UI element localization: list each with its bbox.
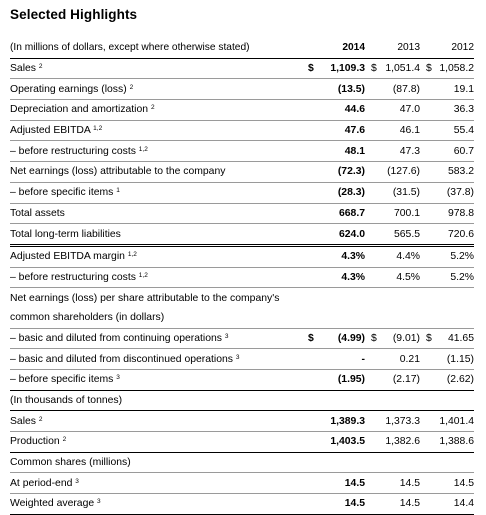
row-common-shares-heading	[10, 452, 474, 473]
page-title: Selected Highlights	[10, 7, 138, 22]
value-2013: 1,051.4	[385, 63, 420, 75]
footnote-ref: 1	[116, 187, 120, 195]
value-2013: 565.5	[365, 224, 420, 246]
row-net-earnings	[10, 162, 474, 183]
value-2013: 4.4%	[365, 245, 420, 267]
row-margin-before-restructuring	[10, 267, 474, 288]
value-2012: 14.4	[420, 494, 474, 515]
value-2012: 41.65	[447, 332, 474, 344]
row-label: Net earnings (loss) per share attributable to the company's	[10, 292, 280, 304]
value-2012: 5.2%	[420, 267, 474, 288]
value-2012: 720.6	[420, 224, 474, 246]
row-sales	[10, 58, 474, 79]
value-2013: 46.1	[365, 120, 420, 141]
value-2012: 14.5	[420, 473, 474, 494]
value-2013: 700.1	[365, 203, 420, 224]
value-2013: 4.5%	[365, 267, 420, 288]
row-adjusted-ebitda	[10, 120, 474, 141]
footnote-ref: 3	[235, 353, 240, 361]
value-2013: 1,382.6	[365, 432, 420, 453]
value-2014: (28.3)	[306, 182, 365, 203]
row-ebitda-margin	[10, 245, 474, 267]
footnote-ref: 1,2	[93, 125, 103, 133]
row-label: Production	[10, 436, 60, 448]
value-2013: (2.17)	[365, 370, 420, 391]
value-2014: 624.0	[306, 224, 365, 246]
row-label: – before specific items	[10, 187, 114, 199]
value-2013: (31.5)	[365, 182, 420, 203]
row-discontinued-operations	[10, 349, 474, 370]
value-2013: (127.6)	[365, 162, 420, 183]
value-2013: 14.5	[365, 473, 420, 494]
value-2012: (37.8)	[420, 182, 474, 203]
value-2013: 0.21	[365, 349, 420, 370]
header-year-2012: 2012	[420, 38, 474, 58]
value-2014: 668.7	[306, 203, 365, 224]
value-2014: (1.95)	[306, 370, 365, 391]
row-per-share-heading-2	[10, 308, 474, 328]
row-label: – before restructuring costs	[10, 271, 136, 283]
row-label: Net earnings (loss) attributable to the company	[10, 162, 306, 183]
value-2013: 1,373.3	[365, 411, 420, 432]
value-2014: (72.3)	[306, 162, 365, 183]
value-2012: 1,401.4	[420, 411, 474, 432]
value-2012: 60.7	[420, 141, 474, 162]
value-2014: 48.1	[306, 141, 365, 162]
footnote-ref: 1,2	[138, 145, 148, 153]
footnote-ref: 2	[150, 104, 155, 112]
footnote-ref: 2	[38, 63, 43, 71]
value-2014: (13.5)	[306, 79, 365, 100]
value-2012: 583.2	[420, 162, 474, 183]
row-label: Total assets	[10, 203, 306, 224]
value-2012: (1.15)	[420, 349, 474, 370]
row-label: – before restructuring costs	[10, 145, 136, 157]
value-2012: 5.2%	[420, 245, 474, 267]
row-label: Adjusted EBITDA margin	[10, 251, 125, 263]
header-label: (In millions of dollars, except where otherwise stated)	[10, 38, 306, 58]
value-2014: 47.6	[306, 120, 365, 141]
value-2012: 978.8	[420, 203, 474, 224]
header-year-2013: 2013	[365, 38, 420, 58]
dollar-sign: $	[426, 332, 432, 344]
row-label: Total long-term liabilities	[10, 224, 306, 246]
value-2013: (87.8)	[365, 79, 420, 100]
value-2014: 4.3%	[306, 267, 365, 288]
value-2012: 1,058.2	[439, 63, 474, 75]
row-label: – basic and diluted from discontinued operations	[10, 353, 233, 365]
row-label: Sales	[10, 415, 36, 427]
dollar-sign: $	[371, 332, 377, 344]
row-label: – before specific items	[10, 374, 114, 386]
footnote-ref: 3	[116, 374, 120, 382]
row-tonnes-sales	[10, 411, 474, 432]
value-2014: 14.5	[306, 494, 365, 515]
value-2013: 47.3	[365, 141, 420, 162]
value-2014: 14.5	[306, 473, 365, 494]
row-depreciation	[10, 100, 474, 121]
row-label: common shareholders (in dollars)	[10, 308, 474, 328]
footnote-ref: 3	[75, 477, 79, 485]
highlights-table	[10, 38, 474, 515]
value-2014: 1,403.5	[306, 432, 365, 453]
row-label: Weighted average	[10, 498, 95, 510]
value-2014: -	[306, 349, 365, 370]
table-header-row	[10, 38, 474, 58]
dollar-sign: $	[308, 332, 314, 344]
dollar-sign: $	[426, 63, 432, 75]
value-2014: 1,389.3	[306, 411, 365, 432]
row-operating-earnings	[10, 79, 474, 100]
row-thousands-heading	[10, 390, 474, 411]
row-net-before-specific	[10, 182, 474, 203]
row-label: Operating earnings (loss)	[10, 83, 127, 95]
row-label: (In thousands of tonnes)	[10, 390, 474, 411]
value-2014: 1,109.3	[330, 63, 365, 75]
row-label: Sales	[10, 63, 36, 75]
value-2014: (4.99)	[337, 332, 365, 344]
row-label: At period-end	[10, 477, 73, 489]
value-2013: 14.5	[365, 494, 420, 515]
row-eps-before-specific	[10, 370, 474, 391]
row-long-term-liabilities	[10, 224, 474, 246]
value-2013: 47.0	[365, 100, 420, 121]
footnote-ref: 1,2	[138, 271, 148, 279]
dollar-sign: $	[371, 63, 377, 75]
dollar-sign: $	[308, 63, 314, 75]
row-per-share-heading-1	[10, 288, 474, 308]
footnote-ref: 2	[62, 436, 67, 444]
footnote-ref: 1,2	[127, 251, 137, 259]
footnote-ref: 2	[129, 83, 134, 91]
row-total-assets	[10, 203, 474, 224]
row-label: Common shares (millions)	[10, 452, 474, 473]
value-2012: 55.4	[420, 120, 474, 141]
value-2012: 36.3	[420, 100, 474, 121]
row-label: Depreciation and amortization	[10, 104, 149, 116]
footnote-ref: 3	[224, 332, 229, 340]
value-2014: 44.6	[306, 100, 365, 121]
row-continuing-operations	[10, 328, 474, 349]
row-production	[10, 432, 474, 453]
value-2013: (9.01)	[392, 332, 420, 344]
header-year-2014: 2014	[306, 38, 365, 58]
footnote-ref: 2	[38, 415, 43, 423]
row-period-end	[10, 473, 474, 494]
value-2012: 1,388.6	[420, 432, 474, 453]
value-2012: (2.62)	[420, 370, 474, 391]
row-ebitda-before-restructuring	[10, 141, 474, 162]
row-label: – basic and diluted from continuing operations	[10, 332, 222, 344]
row-label: Adjusted EBITDA	[10, 125, 91, 137]
value-2012: 19.1	[420, 79, 474, 100]
footnote-ref: 3	[97, 498, 101, 506]
value-2014: 4.3%	[306, 245, 365, 267]
